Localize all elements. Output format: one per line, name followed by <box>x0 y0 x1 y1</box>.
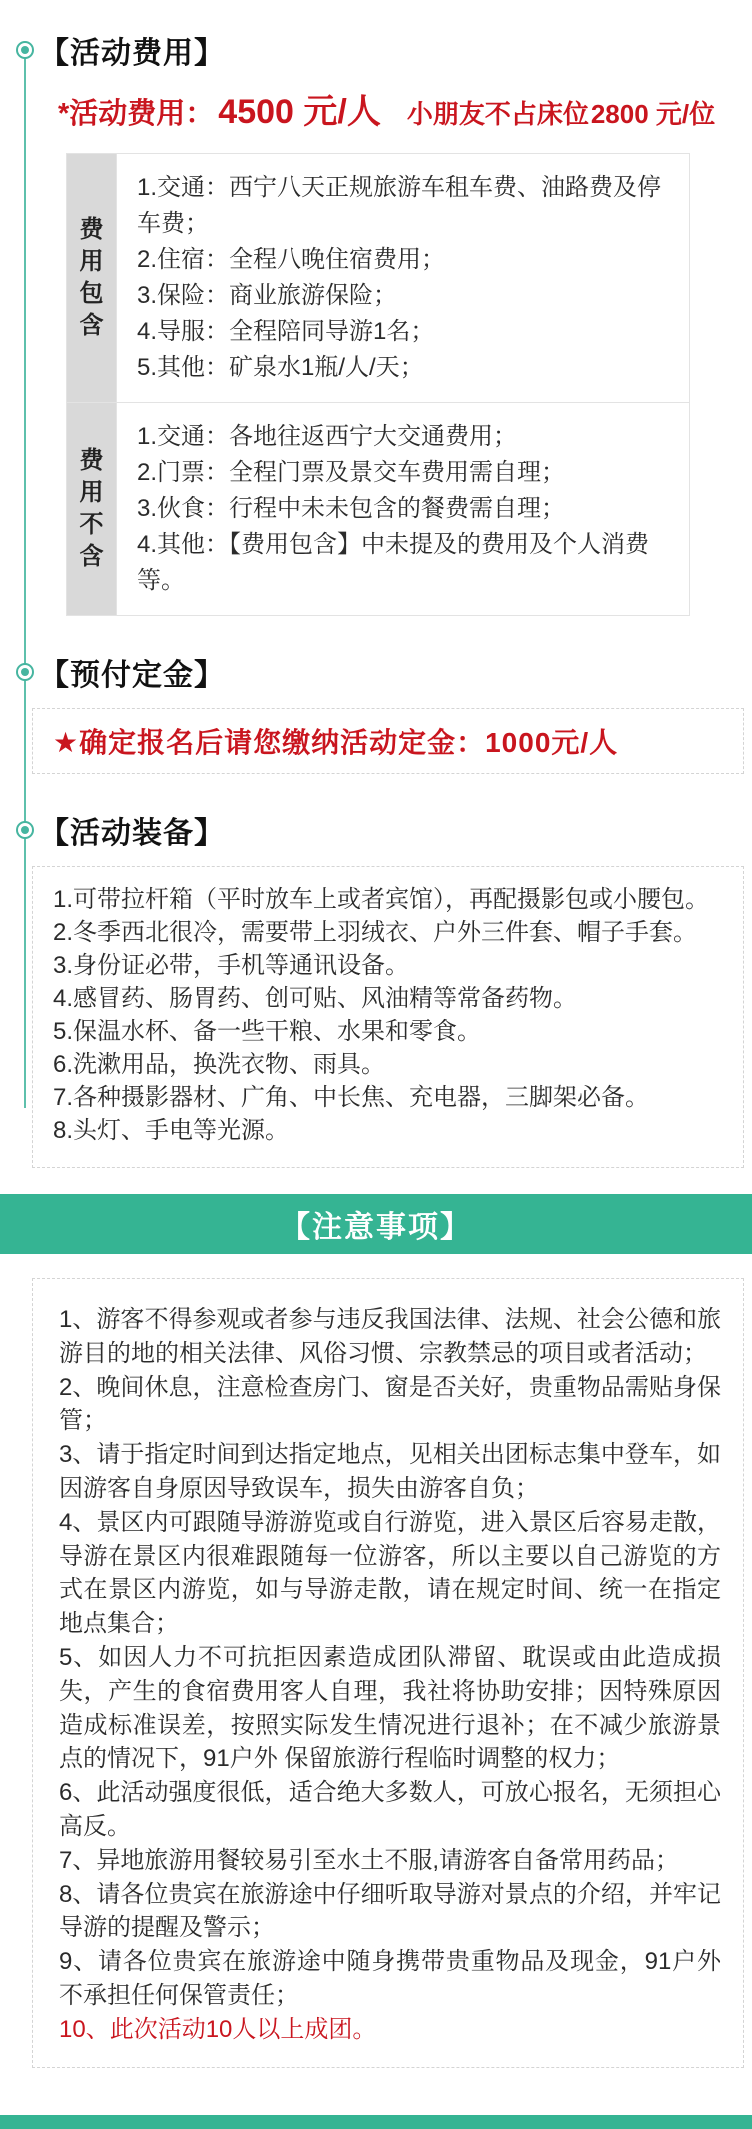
deposit-box <box>32 708 744 774</box>
fee-exclude-items <box>117 403 689 615</box>
list-item: 2.门票：全程门票及景交车费用需自理； <box>137 459 566 486</box>
fee-include-label: 费用 包含 <box>67 154 117 402</box>
list-item: 1.交通：西宁八天正规旅游车租车费、油路费及停车费； <box>137 174 662 237</box>
list-item: 3.伙食：行程中未未包含的餐费需自理； <box>137 495 566 522</box>
list-item: 5.其他：矿泉水1瓶/人/天； <box>137 354 424 381</box>
list-item: 5.保温水杯、备一些干粮、水果和零食。 <box>53 1018 482 1045</box>
list-item: 10、此次活动10人以上成团。 <box>59 2015 377 2043</box>
equipment-title: 【活动装备】 <box>39 817 225 850</box>
list-item: 9、请各位贵宾在旅游途中随身携带贵重物品及现金，91户外 不承担任何保管责任； <box>59 1948 721 2009</box>
section-deposit <box>0 650 752 774</box>
list-item: 4.其他：【费用包含】中未提及的费用及个人消费等。 <box>137 531 650 594</box>
notice-banner: 【注意事项】 <box>0 1194 752 1254</box>
list-item: 4、景区内可跟随导游游览或自行游览，进入景区后容易走散，导游在景区内很难跟随每一位游客，所以主要以自己游览的方式在景区内游览，如与导游走散，请在规定时间、统一在指定地点集合； <box>59 1508 721 1638</box>
list-item: 7.各种摄影器材、广角、中长焦、充电器，三脚架必备。 <box>53 1084 650 1111</box>
equipment-box <box>32 866 744 1168</box>
fees-title: 【活动费用】 <box>39 37 225 70</box>
list-item: 8.头灯、手电等光源。 <box>53 1117 290 1144</box>
price-prefix: *活动费用： <box>58 98 215 130</box>
list-item: 2、晚间休息，注意检查房门、窗是否关好，贵重物品需贴身保管； <box>59 1373 721 1435</box>
list-item: 3.身份证必带，手机等通讯设备。 <box>53 952 410 979</box>
equipment-heading-row <box>0 808 752 852</box>
fee-row-exclude <box>67 403 689 615</box>
fees-heading-row <box>0 28 752 72</box>
price-line <box>58 84 752 133</box>
list-item: 1、游客不得参观或者参与违反我国法律、法规、社会公德和旅游目的地的相关法律、风俗习惯、宗教禁忌的项目或者活动； <box>59 1306 721 1367</box>
deposit-text: ★确定报名后请您缴纳活动定金：1000元/人 <box>53 727 619 758</box>
price-amount: 4500 元/人 <box>218 93 381 131</box>
list-item: 7、异地旅游用餐较易引至水土不服,请游客自备常用药品； <box>59 1846 680 1874</box>
fee-include-items <box>117 154 689 402</box>
list-item: 6、此活动强度很低，适合绝大多数人，可放心报名，无须担心高反。 <box>59 1779 721 1840</box>
child-price-amount: 2800 元/位 <box>590 99 716 129</box>
list-item: 8、请各位贵宾在旅游途中仔细听取导游对景点的介绍，并牢记导游的提醒及警示； <box>59 1880 721 1942</box>
list-item: 1.交通：各地往返西宁大交通费用； <box>137 423 518 450</box>
bullet-dot <box>21 46 29 54</box>
list-item: 2.冬季西北很冷，需要带上羽绒衣、户外三件套、帽子手套。 <box>53 919 698 946</box>
list-item: 2.住宿：全程八晚住宿费用； <box>137 246 446 273</box>
fee-exclude-label: 费用 不含 <box>67 403 117 615</box>
bullet-dot <box>21 668 29 676</box>
list-item: 3.保险：商业旅游保险； <box>137 282 398 309</box>
timeline-bullet-icon <box>16 821 34 839</box>
deposit-heading-row <box>0 650 752 694</box>
list-item: 4.导服：全程陪同导游1名； <box>137 318 435 345</box>
list-item: 4.感冒药、肠胃药、创可贴、风油精等常备药物。 <box>53 985 578 1012</box>
fee-table <box>66 153 690 616</box>
timeline-bullet-icon <box>16 41 34 59</box>
fee-row-include <box>67 154 689 403</box>
list-item: 6.洗漱用品，换洗衣物、雨具。 <box>53 1051 386 1078</box>
list-item: 5、如因人力不可抗拒因素造成团队滞留、耽误或由此造成损失，产生的食宿费用客人自理，我社将协助安排；因特殊原因造成标准误差，按照实际发生情况进行退补；在不减少旅游景点的情况下，91户外 保留旅游行程临时调整的权力； <box>59 1643 721 1773</box>
bullet-dot <box>21 826 29 834</box>
deposit-title: 【预付定金】 <box>39 659 225 692</box>
section-equipment <box>0 808 752 1168</box>
timeline-line <box>24 56 26 1108</box>
bottom-accent-bar <box>0 2115 752 2129</box>
child-price-note: 小朋友不占床位 <box>406 99 589 129</box>
list-item: 1.可带拉杆箱（平时放车上或者宾馆），再配摄影包或小腰包。 <box>53 886 710 913</box>
timeline-bullet-icon <box>16 663 34 681</box>
section-fees <box>0 0 752 616</box>
list-item: 3、请于指定时间到达指定地点，见相关出团标志集中登车，如因游客自身原因导致误车，损失由游客自负； <box>59 1441 721 1502</box>
notice-box <box>32 1278 744 2068</box>
